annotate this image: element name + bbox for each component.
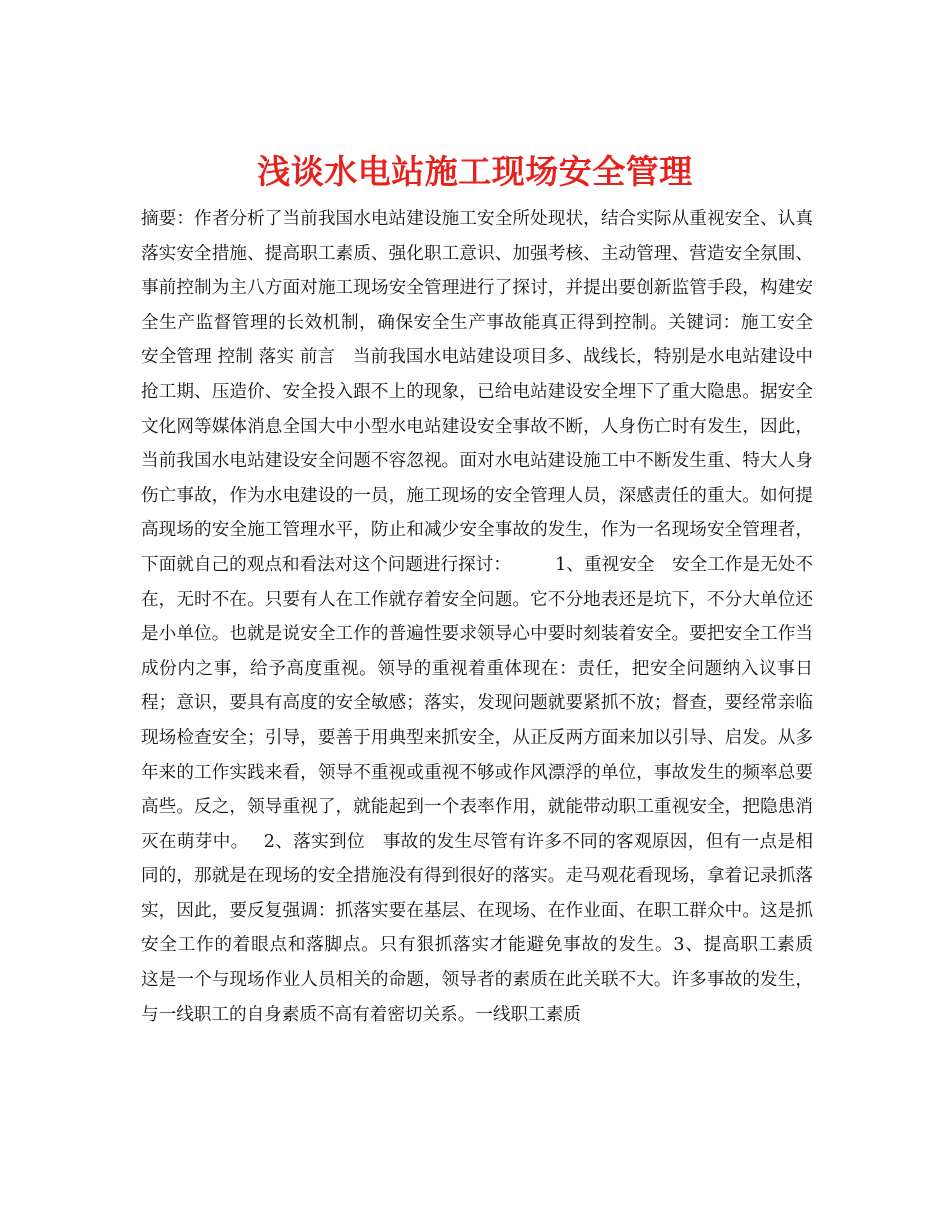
document-body: 摘要：作者分析了当前我国水电站建设施工安全所处现状，结合实际从重视安全、认真落实安全措施、提高职工素质、强化职工意识、加强考核、主动管理、营造安全氛围、事前控制为主八方面对施工现场安全管理进行了探讨，并提出要创新监管手段，构建安全生产监督管理的长效机制，确保安全生产事故能真正得到控制。关键词：施工安全 安全管理 控制 落实 前言 当前我国水电站建设项目多、战线长，特别是水电站建设中抢工期、压造价、安全投入跟不上的现象，已给电站建设安全埋下了重大隐患。据安全文化网等媒体消息全国大中小型水电站建设安全事故不断，人身伤亡时有发生，因此，当前我国水电站建设安全问题不容忽视。面对水电站建设施工中不断发生重、特大人身伤亡事故，作为水电建设的一员，施工现场的安全管理人员，深感责任的重大。如何提高现场的安全施工管理水平，防止和减少安全事故的发生，作为一名现场安全管理者，下面就自己的观点和看法对这个问题进行探讨： 1、重视安全 安全工作是无处不在，无时不在。只要有人在工作就存着安全问题。它不分地表还是坑下，不分大单位还是小单位。也就是说安全工作的普遍性要求领导心中要时刻装着安全。要把安全工作当成份内之事，给予高度重视。领导的重视着重体现在：责任，把安全问题纳入议事日程；意识，要具有高度的安全敏感；落实，发现问题就要紧抓不放；督查，要经常亲临现场检查安全；引导，要善于用典型来抓安全，从正反两方面来加以引导、启发。从多年来的工作实践来看，领导不重视或重视不够或作风漂浮的单位，事故发生的频率总要高些。反之，领导重视了，就能起到一个表率作用，就能带动职工重视安全，把隐患消灭在萌芽中。 2、落实到位 事故的发生尽管有许多不同的客观原因，但有一点是相同的，那就是在现场的安全措施没有得到很好的落实。走马观花看现场，拿着记录抓落实，因此，要反复强调：抓落实要在基层、在现场、在作业面、在职工群众中。这是抓安全工作的着眼点和落脚点。只有狠抓落实才能避免事故的发生。3、提高职工素质 这是一个与现场作业人员相关的命题，领导者的素质在此关联不大。许多事故的发生，与一线职工的自身素质不高有着密切关系。一线职工素质	[141, 209, 831, 1025]
document-title: 浅谈水电站施工现场安全管理	[257, 152, 693, 192]
